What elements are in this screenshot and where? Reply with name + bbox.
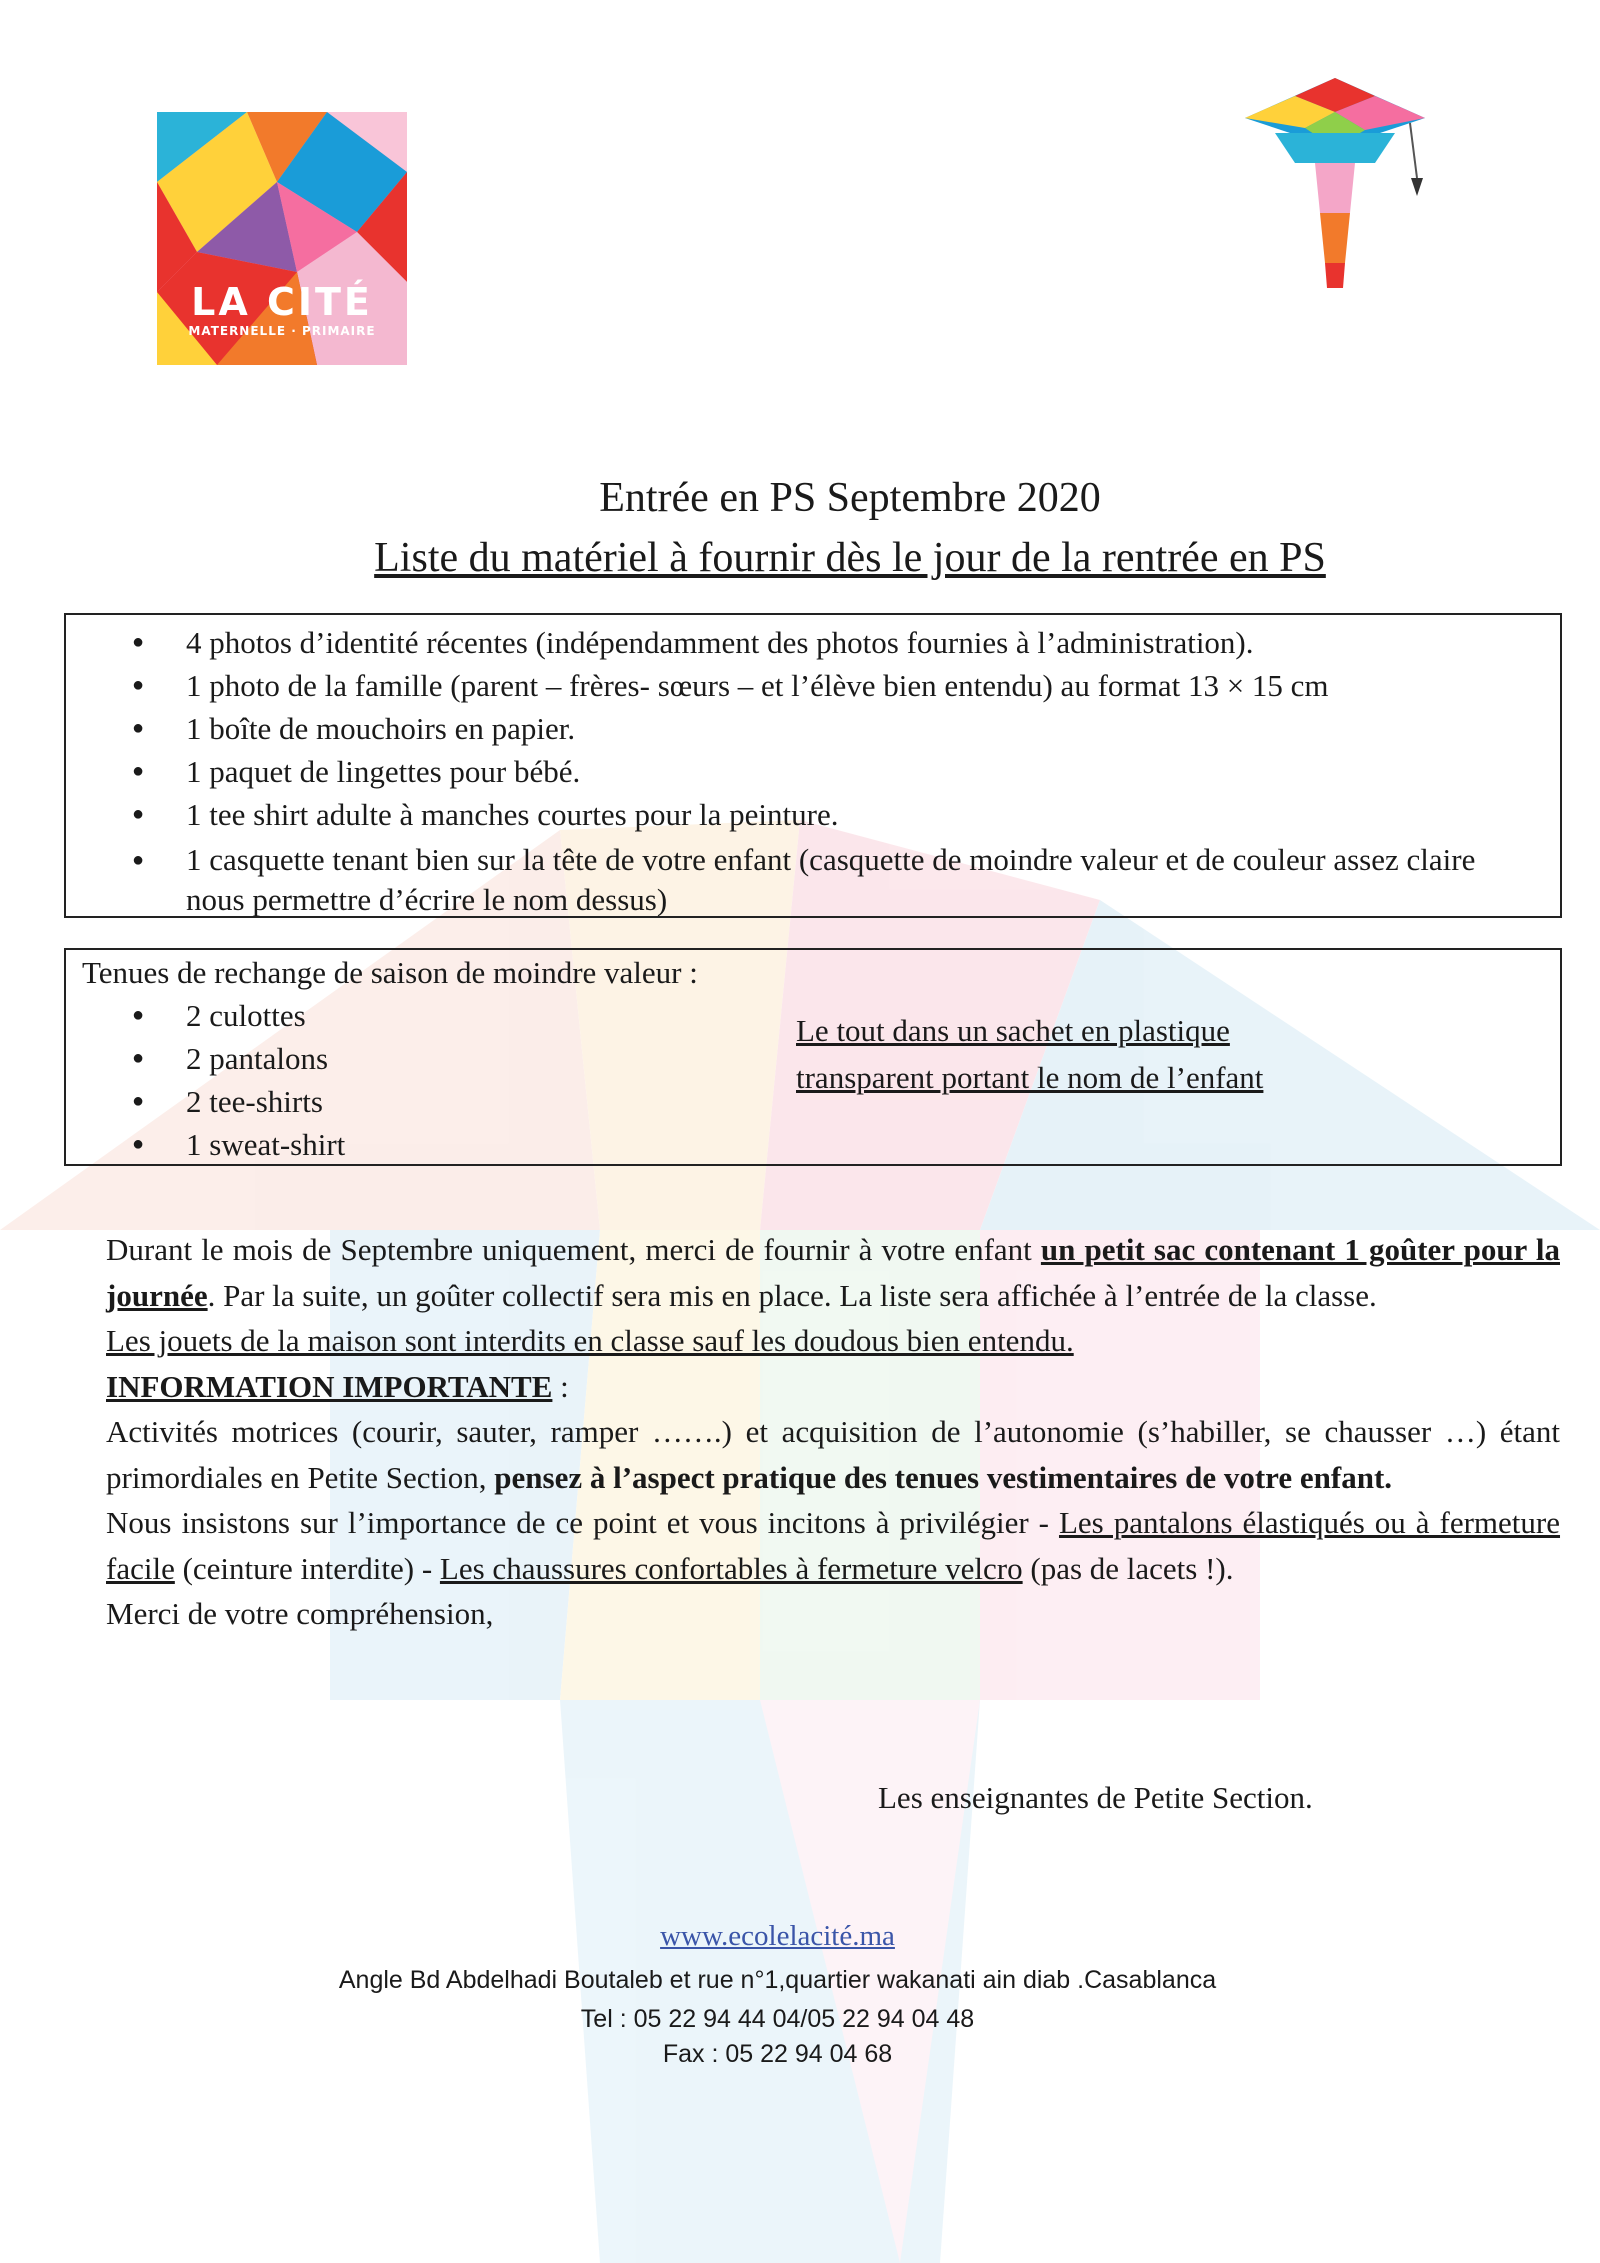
snack-highlight: un petit sac contenant 1 goûter pour la journée (106, 1232, 1560, 1313)
page-subtitle: Liste du matériel à fournir dès le jour de la rentrée en PS (374, 535, 1326, 581)
list-item: ● 4 photos d’identité récentes (indépendamment des photos fournies à l’administration). (66, 621, 1536, 664)
list-item: ● 1 tee shirt adulte à manches courtes pour la peinture. (66, 793, 1536, 836)
website-link[interactable]: www.ecolelacité.ma (660, 1920, 895, 1952)
footer-address: Angle Bd Abdelhadi Boutaleb et rue n°1,quartier wakanati ain diab .Casablanca (338, 1966, 1217, 1994)
supplies-box (64, 613, 1562, 918)
clothes-heading: Tenues de rechange de saison de moindre valeur : (82, 955, 698, 990)
clothes-note-line: Le tout dans un sachet en plastique (796, 1013, 1230, 1048)
info-label: INFORMATION IMPORTANTE (106, 1368, 553, 1404)
signature: Les enseignantes de Petite Section. (878, 1780, 1313, 1815)
list-item: ● 1 boîte de mouchoirs en papier. (66, 707, 1536, 750)
list-item: ● 1 sweat-shirt (66, 1123, 686, 1166)
page-title: Entrée en PS Septembre 2020 (599, 475, 1101, 521)
clothes-list (66, 994, 686, 1166)
graduation-cap-icon (1245, 78, 1425, 303)
body-text (106, 1227, 1560, 1637)
activities-highlight: pensez à l’aspect pratique des tenues vestimentaires de votre enfant. (494, 1459, 1393, 1495)
snack-paragraph: Durant le mois de Septembre uniquement, merci de fournir à votre enfant un petit sac contenant 1 goûter pour la journée. Par la suite, un goûter collectif sera mis en place. La liste sera affichée à l’entrée de la classe. (106, 1232, 1560, 1313)
pants-advice: Les pantalons élastiqués ou à fermeture facile (106, 1505, 1561, 1586)
list-item: ● 2 pantalons (66, 1037, 686, 1080)
info-heading: INFORMATION IMPORTANTE : (106, 1368, 569, 1404)
thanks-paragraph: Merci de votre compréhension, (106, 1596, 494, 1631)
logo-subtitle: MATERNELLE · PRIMAIRE (188, 324, 376, 338)
list-item: ● 1 casquette tenant bien sur la tête de votre enfant (casquette de moindre valeur et de couleur assez claire nous permettre d’écrire le nom dessus) (66, 840, 1536, 920)
clothes-note-line: transparent portant le nom de l’enfant (796, 1060, 1264, 1095)
logo-name: LA CITÉ (191, 280, 373, 324)
clothes-note (796, 1007, 1263, 1101)
footer-fax: Fax : 05 22 94 04 68 (662, 2040, 893, 2068)
list-item: ● 1 photo de la famille (parent – frères- sœurs – et l’élève bien entendu) au format 13 × 15 cm (66, 664, 1536, 707)
activities-paragraph: Activités motrices (courir, sauter, ramper …….) et acquisition de l’autonomie (s’habiller, se chausser …) étant primordiales en Petite Section, pensez à l’aspect pratique des tenues vestimentaires de votre enfant. (106, 1414, 1560, 1495)
footer-phone: Tel : 05 22 94 44 04/05 22 94 04 48 (580, 2005, 975, 2033)
clothing-advice-paragraph: Nous insistons sur l’importance de ce point et vous incitons à privilégier - Les pantalons élastiqués ou à fermeture facile (ceinture interdite) - Les chaussures confortables à fermeture velcro (pas de lacets !). (106, 1505, 1561, 1586)
shoes-advice: Les chaussures confortables à fermeture velcro (439, 1550, 1023, 1586)
list-item: ● 1 paquet de lingettes pour bébé. (66, 750, 1536, 793)
supplies-list (66, 615, 1536, 920)
school-logo (157, 112, 407, 365)
clothes-box (64, 948, 1562, 1166)
toys-paragraph: Les jouets de la maison sont interdits en classe sauf les doudous bien entendu. (106, 1323, 1074, 1358)
list-item: ● 2 tee-shirts (66, 1080, 686, 1123)
list-item: ● 2 culottes (66, 994, 686, 1037)
